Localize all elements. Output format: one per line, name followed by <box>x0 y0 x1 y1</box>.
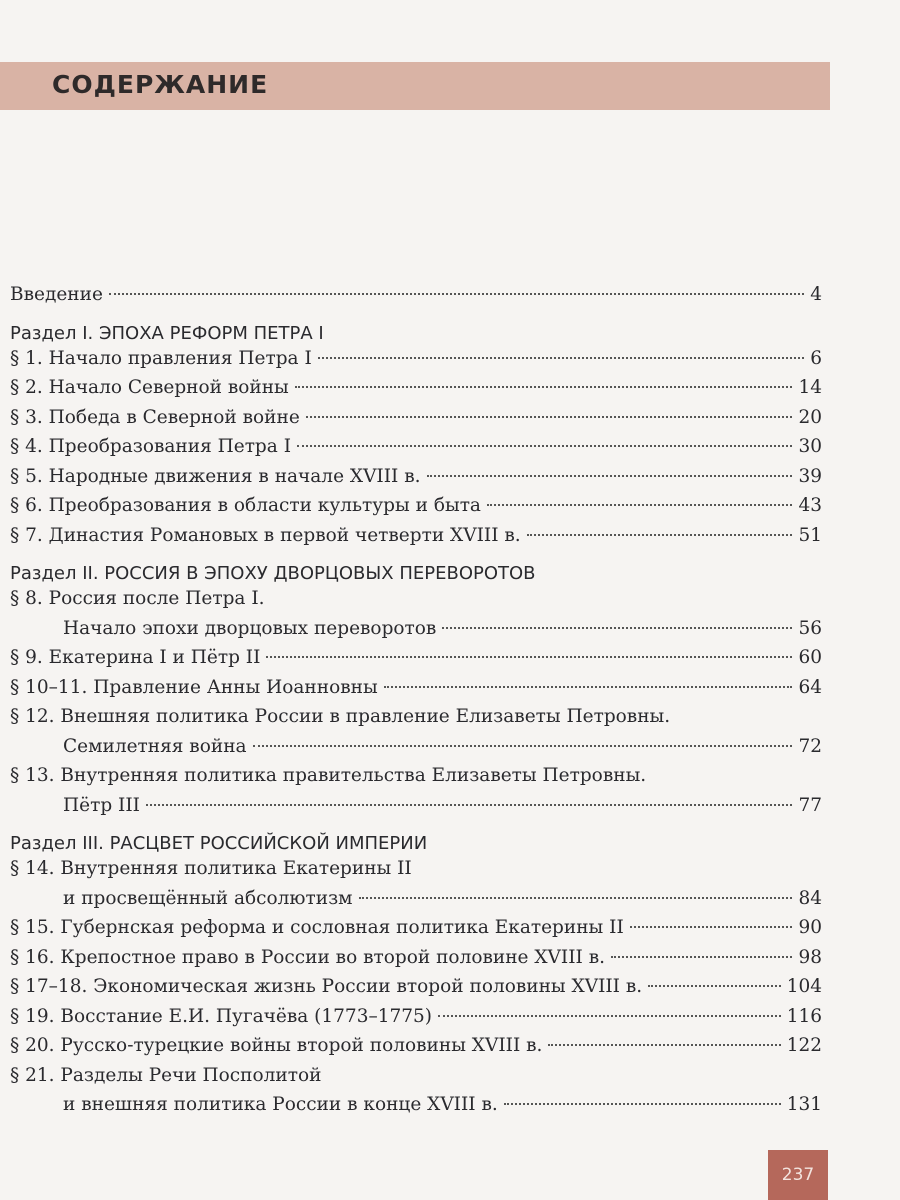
toc-entry[interactable] <box>10 348 822 378</box>
dot-leader <box>648 985 781 987</box>
dot-leader <box>630 926 793 928</box>
dot-leader <box>427 475 793 477</box>
dot-leader <box>442 627 792 629</box>
toc-entry-label: § 13. Внутренняя политика правительства Елизаветы Петровны. <box>10 765 647 786</box>
toc-entry[interactable] <box>10 525 822 555</box>
toc-entry[interactable] <box>10 377 822 407</box>
toc-entry-label: § 12. Внешняя политика России в правление Елизаветы Петровны. <box>10 706 671 727</box>
toc-entry[interactable] <box>10 947 822 977</box>
toc-entry[interactable] <box>10 888 822 918</box>
toc-entry[interactable] <box>10 495 822 525</box>
dot-leader <box>297 445 792 447</box>
toc-entry-label: § 16. Крепостное право в России во второй половине XVIII в. <box>10 946 605 968</box>
toc-entry[interactable] <box>10 795 822 825</box>
dot-leader <box>295 386 793 388</box>
toc-entry-page: 98 <box>798 946 822 968</box>
toc-entry[interactable] <box>10 736 822 766</box>
toc-entry-label: Пётр III <box>63 794 140 816</box>
dot-leader <box>318 357 804 359</box>
toc-entry-page: 14 <box>798 377 822 398</box>
toc-entry-label: § 21. Разделы Речи Посполитой <box>10 1064 322 1086</box>
toc-entry[interactable] <box>10 1094 822 1124</box>
toc-entry[interactable] <box>10 976 822 1006</box>
toc-entry-first-line[interactable] <box>10 765 822 795</box>
toc-entry-label: Введение <box>10 284 103 305</box>
toc-entry-label: Семилетняя война <box>63 735 247 757</box>
toc-entry[interactable] <box>10 436 822 466</box>
toc-entry-label: § 1. Начало правления Петра I <box>10 347 312 369</box>
toc-entry-label: § 10–11. Правление Анны Иоанновны <box>10 676 378 698</box>
toc-entry-label: § 4. Преобразования Петра I <box>10 436 291 457</box>
section-heading: Раздел I. ЭПОХА РЕФОРМ ПЕТРА I <box>10 322 324 344</box>
dot-leader <box>527 534 793 536</box>
toc-entry-label: § 15. Губернская реформа и сословная политика Екатерины II <box>10 917 624 938</box>
page-number: 237 <box>781 1165 815 1185</box>
dot-leader <box>306 416 793 418</box>
toc-entry-page: 84 <box>798 887 822 909</box>
toc-entry-page: 51 <box>798 524 822 546</box>
toc-entry-page: 77 <box>798 794 822 816</box>
dot-leader <box>504 1103 781 1105</box>
toc-entry-page: 90 <box>798 917 822 938</box>
dot-leader <box>253 745 793 747</box>
toc-entry-page: 72 <box>798 735 822 757</box>
toc-entry[interactable] <box>10 466 822 496</box>
toc-entry-label: § 8. Россия после Петра I. <box>10 588 265 609</box>
toc-entry-page: 43 <box>798 495 822 516</box>
toc-entry-first-line[interactable] <box>10 1065 822 1095</box>
section-heading: Раздел III. РАСЦВЕТ РОССИЙСКОЙ ИМПЕРИИ <box>10 833 428 854</box>
toc-entry[interactable] <box>10 618 822 648</box>
toc-entry-label: § 2. Начало Северной войны <box>10 377 289 398</box>
toc-entry-page: 4 <box>810 284 822 305</box>
dot-leader <box>384 686 793 688</box>
toc-entry-page: 116 <box>786 1005 822 1027</box>
toc-entry-page: 56 <box>798 617 822 639</box>
toc-entry-first-line[interactable] <box>10 706 822 736</box>
toc-entry-label: § 7. Династия Романовых в первой четверти XVIII в. <box>10 524 521 546</box>
page-number-badge <box>768 1150 828 1200</box>
toc-entry[interactable] <box>10 1006 822 1036</box>
page-title: СОДЕРЖАНИЕ <box>52 70 269 99</box>
dot-leader <box>146 804 792 806</box>
dot-leader <box>266 656 792 658</box>
toc-entry-label: § 9. Екатерина I и Пётр II <box>10 647 261 668</box>
toc-entry-label: § 5. Народные движения в начале XVIII в. <box>10 465 421 487</box>
toc-entry[interactable] <box>10 1035 822 1065</box>
toc-entry[interactable] <box>10 284 822 314</box>
toc-entry-label: и просвещённый абсолютизм <box>63 887 353 909</box>
toc-entry-page: 64 <box>798 676 822 698</box>
toc-entry-label: § 19. Восстание Е.И. Пугачёва (1773–1775) <box>10 1005 433 1027</box>
toc-entry-label: § 3. Победа в Северной войне <box>10 406 300 428</box>
table-of-contents <box>10 284 822 1124</box>
section-heading: Раздел II. РОССИЯ В ЭПОХУ ДВОРЦОВЫХ ПЕРЕВОРОТОВ <box>10 563 536 584</box>
toc-entry-label: § 14. Внутренняя политика Екатерины II <box>10 858 412 879</box>
toc-entry-page: 104 <box>786 976 822 997</box>
toc-entry-label: § 6. Преобразования в области культуры и быта <box>10 495 481 516</box>
toc-entry-page: 39 <box>798 465 822 487</box>
toc-entry-page: 30 <box>798 436 822 457</box>
toc-entry-label: § 17–18. Экономическая жизнь России второй половины XVIII в. <box>10 976 643 997</box>
dot-leader <box>487 504 792 506</box>
dot-leader <box>611 956 792 958</box>
toc-entry-page: 122 <box>786 1035 822 1056</box>
dot-leader <box>438 1015 781 1017</box>
toc-entry-first-line[interactable] <box>10 858 822 888</box>
toc-entry-label: и внешняя политика России в конце XVIII в. <box>63 1094 498 1115</box>
toc-entry-label: § 20. Русско-турецкие войны второй половины XVIII в. <box>10 1035 543 1056</box>
toc-entry[interactable] <box>10 677 822 707</box>
toc-entry[interactable] <box>10 407 822 437</box>
toc-entry-first-line[interactable] <box>10 588 822 618</box>
toc-entry[interactable] <box>10 647 822 677</box>
toc-entry-label: Начало эпохи дворцовых переворотов <box>63 617 437 639</box>
dot-leader <box>109 293 804 295</box>
dot-leader <box>359 897 793 899</box>
toc-entry-page: 131 <box>786 1094 822 1115</box>
toc-entry[interactable] <box>10 917 822 947</box>
toc-entry-page: 6 <box>810 347 822 369</box>
dot-leader <box>548 1044 780 1046</box>
toc-entry-page: 20 <box>798 406 822 428</box>
toc-entry-page: 60 <box>798 647 822 668</box>
